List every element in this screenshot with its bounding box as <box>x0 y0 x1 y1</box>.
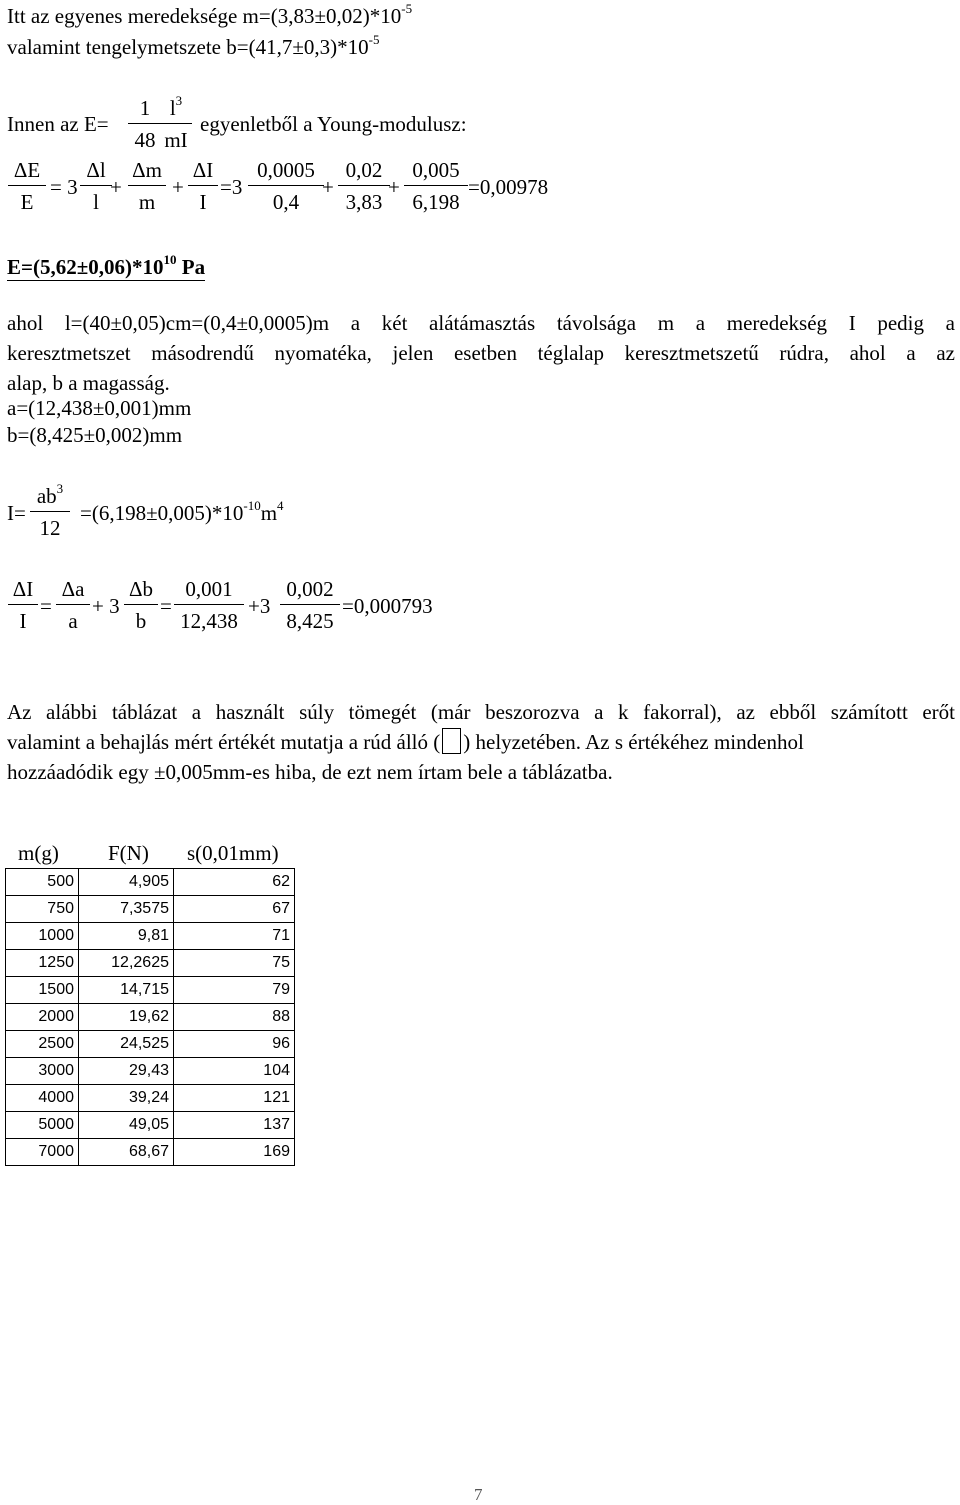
deflection-cell: 79 <box>174 977 295 1004</box>
table-header-force: F(N) <box>108 841 149 865</box>
deflection-cell: 121 <box>174 1085 295 1112</box>
deflection-cell: 96 <box>174 1031 295 1058</box>
force-cell: 49,05 <box>79 1112 174 1139</box>
table-row <box>6 950 295 977</box>
eq1-equals-2: =3 <box>220 175 243 199</box>
fraction-bar <box>160 123 192 124</box>
paragraph-line: valamint a behajlás mért értékét mutatja a rúd álló ( ) helyzetében. Az s értékéhez mindenhol <box>7 730 804 754</box>
inertia-fraction: $ab^3$ 12 <box>30 486 70 539</box>
eq1-plus-2: + <box>172 175 184 199</box>
mass-cell: 2500 <box>6 1031 79 1058</box>
deflection-cell: 88 <box>174 1004 295 1031</box>
paragraph-line: Az alábbi táblázat a használt súly tömegét (már beszorozva a k fakorral), az ebből számított erőt <box>7 700 955 724</box>
young-modulus-result: $E=(5,62\pm 0,06)*10^{10}$ Pa <box>7 252 206 279</box>
table-row <box>6 1112 295 1139</box>
measurement-table <box>5 868 295 1166</box>
fraction-bar <box>128 123 162 124</box>
eq1-result: =0,00978 <box>468 175 549 199</box>
table-row <box>6 869 295 896</box>
young-prefix: Innen az E= <box>7 112 109 136</box>
table-row <box>6 1004 295 1031</box>
eq1-term-m: Δm m <box>128 160 166 213</box>
force-cell: 9,81 <box>79 923 174 950</box>
table-row <box>6 977 295 1004</box>
eq1-term-I: ΔI I <box>188 160 218 213</box>
eq1-lhs-fraction: ΔE E <box>8 160 46 213</box>
young-fraction-1: 1 48 <box>128 98 162 151</box>
inertia-value: $=(6,198\pm 0,005)*10^{-10}m^4$ <box>80 498 284 525</box>
eq2-term-a: Δa a <box>56 579 90 632</box>
table-header-mass: m(g) <box>18 841 59 865</box>
eq1-value-2: 0,02 3,83 <box>338 160 390 213</box>
intercept-exponent: -5 <box>368 32 380 47</box>
mass-cell: 1500 <box>6 977 79 1004</box>
table-row <box>6 1031 295 1058</box>
page-number: 7 <box>474 1485 483 1504</box>
paragraph-line: keresztmetszet másodrendű nyomatéka, jelen esetben téglalap keresztmetszetű rúdra, ahol a az <box>7 341 955 365</box>
eq2-plus-3: + 3 <box>92 594 120 618</box>
deflection-cell: 104 <box>174 1058 295 1085</box>
table-row <box>6 896 295 923</box>
force-cell: 68,67 <box>79 1139 174 1166</box>
force-cell: 29,43 <box>79 1058 174 1085</box>
slope-exponent: -5 <box>401 1 413 16</box>
eq2-term-b: Δb b <box>124 579 158 632</box>
mass-cell: 500 <box>6 869 79 896</box>
eq2-result: =0,000793 <box>342 594 433 618</box>
eq2-value-1: 0,001 12,438 <box>174 579 244 632</box>
deflection-cell: 67 <box>174 896 295 923</box>
deflection-cell: 75 <box>174 950 295 977</box>
inertia-prefix: I= <box>7 501 26 525</box>
eq2-equals-2: = <box>160 594 172 618</box>
force-cell: 24,525 <box>79 1031 174 1058</box>
force-cell: 7,3575 <box>79 896 174 923</box>
table-row <box>6 1058 295 1085</box>
intercept-text: valamint tengelymetszete b=(41,7±0,3)*10 <box>7 35 369 59</box>
force-cell: 19,62 <box>79 1004 174 1031</box>
slope-line <box>7 1 413 28</box>
force-cell: 12,2625 <box>79 950 174 977</box>
mass-cell: 750 <box>6 896 79 923</box>
paragraph-line: hozzáadódik egy ±0,005mm-es hiba, de ezt nem írtam bele a táblázatba. <box>7 760 613 784</box>
force-cell: 14,715 <box>79 977 174 1004</box>
dimension-b: b=(8,425±0,002)mm <box>7 423 183 447</box>
eq1-value-3: 0,005 6,198 <box>404 160 468 213</box>
deflection-cell: 137 <box>174 1112 295 1139</box>
eq1-plus-1: + <box>110 175 122 199</box>
eq1-term-l: Δl l <box>80 160 112 213</box>
deflection-cell: 71 <box>174 923 295 950</box>
mass-cell: 5000 <box>6 1112 79 1139</box>
eq2-plus: +3 <box>248 594 271 618</box>
mass-cell: 1000 <box>6 923 79 950</box>
dimension-a: a=(12,438±0,001)mm <box>7 396 192 420</box>
table-header-deflection: s(0,01mm) <box>187 841 279 865</box>
eq2-lhs-fraction: ΔI I <box>8 579 38 632</box>
paragraph-line: alap, b a magasság. <box>7 371 170 395</box>
mass-cell: 2000 <box>6 1004 79 1031</box>
eq2-equals: = <box>40 594 52 618</box>
mass-cell: 1250 <box>6 950 79 977</box>
mass-cell: 7000 <box>6 1139 79 1166</box>
table-row <box>6 1139 295 1166</box>
table-row <box>6 923 295 950</box>
eq2-value-2: 0,002 8,425 <box>280 579 340 632</box>
young-suffix: egyenletből a Young-modulusz: <box>200 112 467 136</box>
intercept-line <box>7 32 380 59</box>
eq1-value-1: 0,0005 0,4 <box>248 160 324 213</box>
paragraph-table-intro <box>7 697 955 787</box>
deflection-cell: 169 <box>174 1139 295 1166</box>
mass-cell: 4000 <box>6 1085 79 1112</box>
missing-symbol-box <box>442 728 461 754</box>
eq1-equals: = 3 <box>50 175 78 199</box>
deflection-cell: 62 <box>174 869 295 896</box>
force-cell: 39,24 <box>79 1085 174 1112</box>
eq1-plus-3: + <box>322 175 334 199</box>
young-fraction-2: $l^3$ mI <box>160 98 192 151</box>
mass-cell: 3000 <box>6 1058 79 1085</box>
paragraph-definitions <box>7 308 955 398</box>
force-cell: 4,905 <box>79 869 174 896</box>
paragraph-line: ahol l=(40±0,05)cm=(0,4±0,0005)m a két alátámasztás távolsága m a meredekség I pedig a <box>7 311 955 335</box>
eq1-plus-4: + <box>388 175 400 199</box>
table-row <box>6 1085 295 1112</box>
slope-text: Itt az egyenes meredeksége m=(3,83±0,02)*10 <box>7 4 402 28</box>
